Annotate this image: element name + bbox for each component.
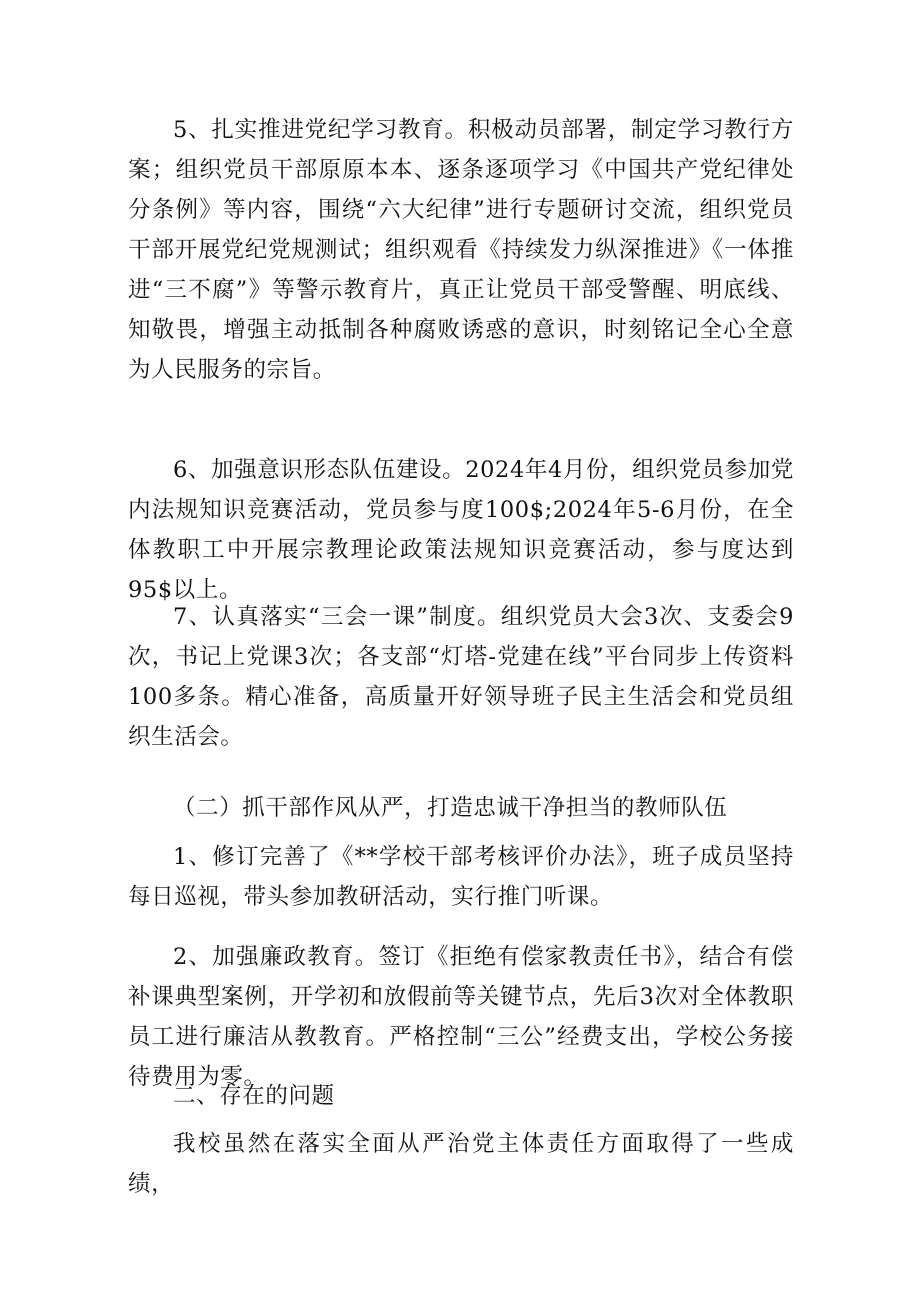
paragraph-existing-problems-intro: 我校虽然在落实全面从严治党主体责任方面取得了一些成绩， [128,1131,794,1197]
paragraph-7-three-meetings-one-lesson: 7、认真落实“三会一课”制度。组织党员大会3次、支委会9次，书记上党课3次；各支部“灯塔-党建在线”平台同步上传资料100多条。精心准备，高质量开好领导班子民主生活会和党员组织生活会。 [128,604,794,750]
paragraph-2-integrity-education: 2、加强廉政教育。签订《拒绝有偿家教责任书》，结合有偿补课典型案例，开学初和放假前等关键节点，先后3次对全体教职员工进行廉洁从教教育。严格控制“三公”经费支出，学校公务接待费用为零。 [128,944,794,1090]
paragraph-5-party-discipline-education: 5、扎实推进党纪学习教育。积极动员部署，制定学习教行方案；组织党员干部原原本本、逐条逐项学习《中国共产党纪律处分条例》等内容，围绕“六大纪律”进行专题研讨交流，组织党员干部开展党纪党规测试；组织观看《持续发力纵深推进》《一体推进“三不腐”》等警示教育片，真正让党员干部受警醒、明底线、知敬畏，增强主动抵制各种腐败诱惑的意识，时刻铭记全心全意为人民服务的宗旨。 [128,117,794,383]
section-heading-cadre-style: （二）抓干部作风从严，打造忠诚干净担当的教师队伍 [173,795,728,821]
paragraph-1-cadre-evaluation: 1、修订完善了《**学校干部考核评价办法》，班子成员坚持每日巡视，带头参加教研活动，实行推门听课。 [128,844,794,910]
section-heading-existing-problems: 二、存在的问题 [173,1083,335,1109]
paragraph-6-ideology-team-building: 6、加强意识形态队伍建设。2024年4月份，组织党员参加党内法规知识竞赛活动，党员参与度100$;2024年5-6月份，在全体教职工中开展宗教理论政策法规知识竞赛活动，参与度达到95$以上。 [128,457,794,603]
